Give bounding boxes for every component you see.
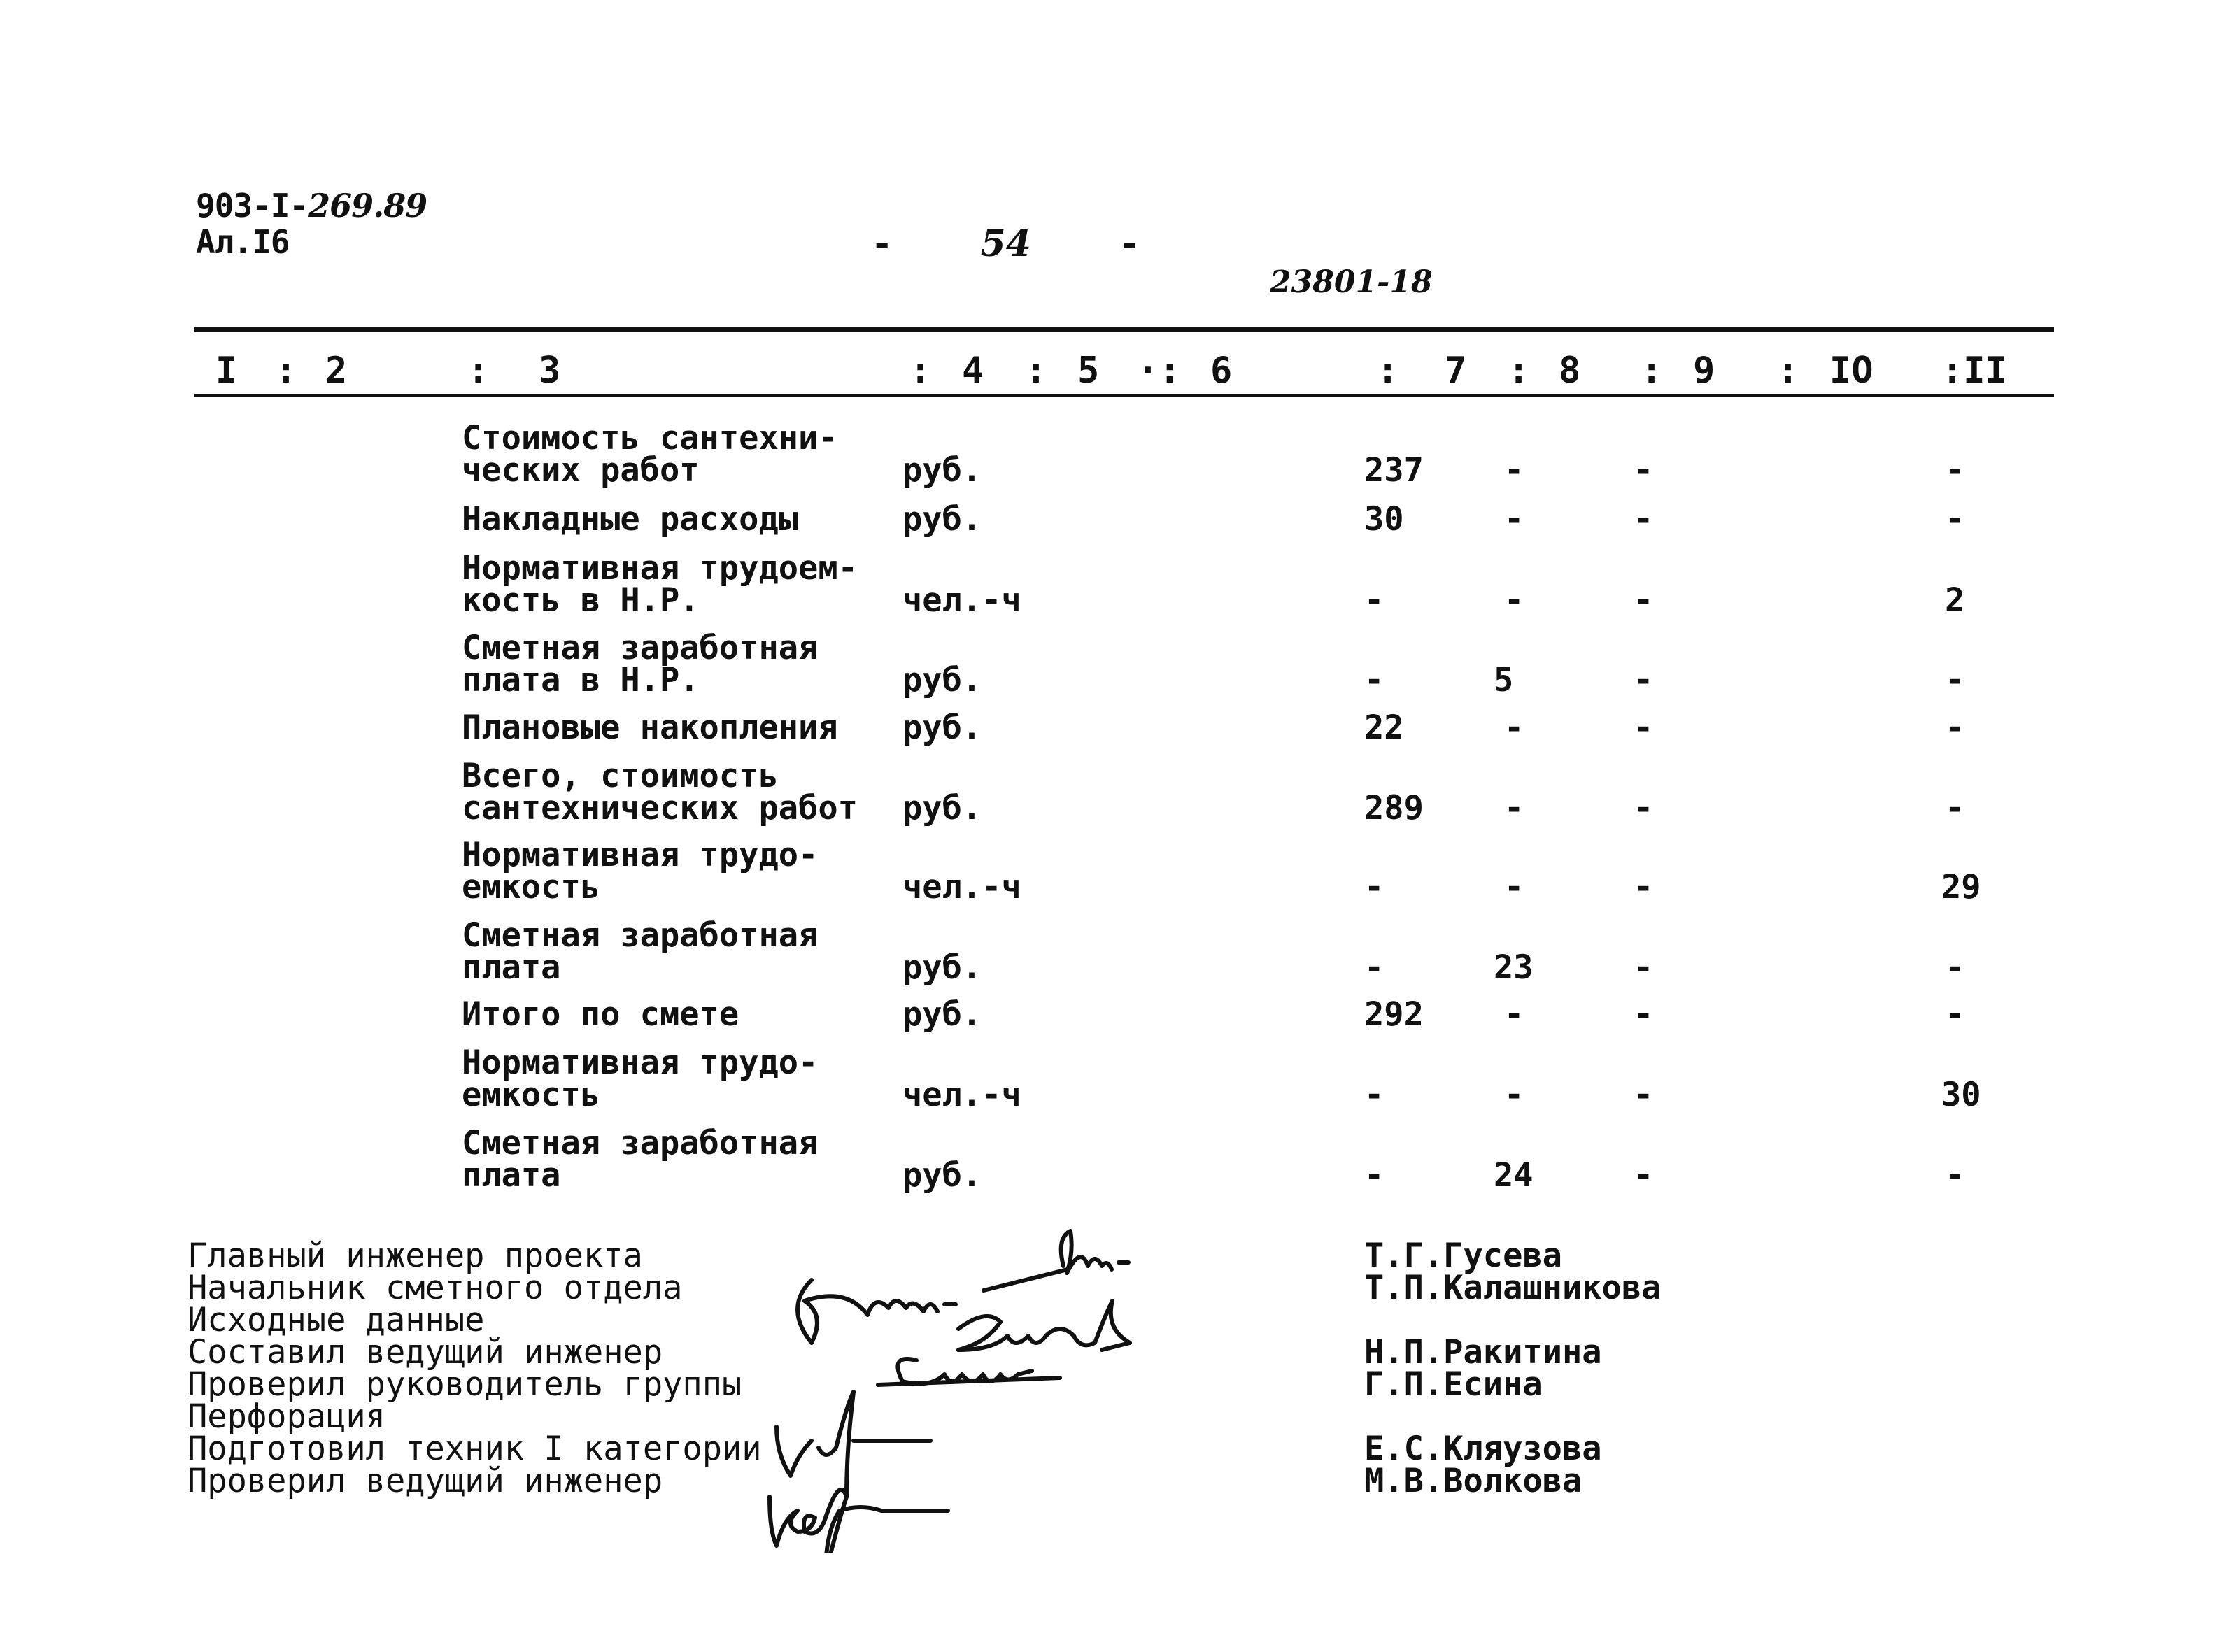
signature-klyauzova xyxy=(777,1392,930,1497)
row-unit: руб. xyxy=(902,708,982,747)
row-label: Накладные расходы xyxy=(462,500,799,539)
cell-col11: - xyxy=(1945,1156,1965,1195)
cell-col8: 5 xyxy=(1494,661,1514,699)
column-number: 4 xyxy=(962,350,984,392)
signoff-name: Г.П.Есина xyxy=(1364,1365,1543,1404)
cell-col8: - xyxy=(1504,581,1524,620)
row-unit: руб. xyxy=(902,451,982,490)
cell-col9: - xyxy=(1634,1076,1654,1114)
column-separator: : xyxy=(467,350,490,392)
row-label: Стоимость сантехни- ческих работ xyxy=(462,419,838,490)
row-label: Нормативная трудо- емкость xyxy=(462,1044,819,1114)
row-label: Плановые накопления xyxy=(462,708,838,747)
cell-col11: - xyxy=(1945,789,1965,827)
column-separator: : xyxy=(1641,350,1663,392)
cell-col7: - xyxy=(1364,868,1384,906)
cell-col7: 30 xyxy=(1364,500,1404,539)
column-separator: : xyxy=(909,350,932,392)
signoff-name: Н.П.Ракитина xyxy=(1364,1333,1602,1372)
column-separator: : xyxy=(275,350,297,392)
column-number: 5 xyxy=(1077,350,1100,392)
signoff-name: Т.П.Калашникова xyxy=(1364,1269,1662,1307)
page-number xyxy=(871,222,1140,265)
handwritten-signatures xyxy=(756,1217,1287,1553)
cell-col11: - xyxy=(1945,661,1965,699)
signoff-name: Е.С.Кляузова xyxy=(1364,1430,1602,1468)
cell-col7: 22 xyxy=(1364,708,1404,747)
column-separator: : xyxy=(1508,350,1530,392)
cell-col8: 23 xyxy=(1494,948,1534,987)
signoff-role: Проверил руководитель группы xyxy=(187,1365,742,1404)
cell-col9: - xyxy=(1634,868,1654,906)
signature-guseva xyxy=(1061,1231,1128,1273)
cell-col7: 289 xyxy=(1364,789,1424,827)
page-dash-left: - xyxy=(871,223,893,265)
row-label: Нормативная трудоем- кость в Н.Р. xyxy=(462,549,858,620)
document-id: 23801-18 xyxy=(1270,264,1433,300)
cell-col8: - xyxy=(1504,708,1524,747)
cell-col11: - xyxy=(1945,995,1965,1034)
row-label: Сметная заработная плата xyxy=(462,1124,819,1195)
cell-col9: - xyxy=(1634,451,1654,490)
column-number: 7 xyxy=(1445,350,1467,392)
cell-col11: 30 xyxy=(1941,1076,1981,1114)
signature-volkova xyxy=(770,1490,948,1553)
cell-col9: - xyxy=(1634,661,1654,699)
column-number: 3 xyxy=(539,350,561,392)
document-code xyxy=(196,187,427,260)
column-number: :II xyxy=(1941,350,2007,392)
column-number: 9 xyxy=(1693,350,1715,392)
row-unit: руб. xyxy=(902,1156,982,1195)
row-label: Сметная заработная плата в Н.Р. xyxy=(462,629,819,699)
cell-col9: - xyxy=(1634,789,1654,827)
signature-kalashnikova xyxy=(798,1269,1068,1343)
signature-rakitina xyxy=(958,1301,1130,1350)
signoff-role: Подготовил техник I категории xyxy=(187,1430,762,1468)
column-number: IO xyxy=(1829,350,1874,392)
cell-col11: - xyxy=(1945,500,1965,539)
cell-col7: 237 xyxy=(1364,451,1424,490)
cell-col7: - xyxy=(1364,1156,1384,1195)
signoff-role: Начальник сметного отдела xyxy=(187,1269,683,1307)
cell-col11: 2 xyxy=(1945,581,1965,620)
table-header-rule xyxy=(194,394,2054,397)
signoff-role: Составил ведущий инженер xyxy=(187,1333,663,1372)
row-label: Сметная заработная плата xyxy=(462,916,819,987)
cell-col8: - xyxy=(1504,789,1524,827)
cell-col9: - xyxy=(1634,581,1654,620)
cell-col11: - xyxy=(1945,948,1965,987)
cell-col9: - xyxy=(1634,708,1654,747)
column-separator: : xyxy=(1377,350,1399,392)
cell-col7: - xyxy=(1364,948,1384,987)
signoff-role: Главный инженер проекта xyxy=(187,1237,643,1275)
cell-col8: - xyxy=(1504,995,1524,1034)
row-unit: руб. xyxy=(902,995,982,1034)
signoff-role: Исходные данные xyxy=(187,1301,485,1339)
signoff-name: М.В.Волкова xyxy=(1364,1462,1582,1500)
signoff-name: Т.Г.Гусева xyxy=(1364,1237,1562,1275)
row-label: Итого по смете xyxy=(462,995,739,1034)
cell-col7: - xyxy=(1364,1076,1384,1114)
cell-col7: 292 xyxy=(1364,995,1424,1034)
cell-col8: 24 xyxy=(1494,1156,1534,1195)
album-label: Ал.I6 xyxy=(196,223,290,261)
cell-col9: - xyxy=(1634,1156,1654,1195)
row-unit: чел.-ч xyxy=(902,581,1021,620)
cell-col11: - xyxy=(1945,451,1965,490)
row-unit: руб. xyxy=(902,661,982,699)
cell-col8: - xyxy=(1504,868,1524,906)
column-number: 6 xyxy=(1210,350,1233,392)
row-unit: руб. xyxy=(902,948,982,987)
column-separator: : xyxy=(1777,350,1799,392)
row-label: Нормативная трудо- емкость xyxy=(462,836,819,906)
column-number: 8 xyxy=(1559,350,1581,392)
cell-col11: - xyxy=(1945,708,1965,747)
column-number: 2 xyxy=(325,350,348,392)
cell-col8: - xyxy=(1504,500,1524,539)
cell-col7: - xyxy=(1364,581,1384,620)
row-unit: чел.-ч xyxy=(902,868,1021,906)
cell-col9: - xyxy=(1634,948,1654,987)
signoff-role: Проверил ведущий инженер xyxy=(187,1462,663,1500)
cell-col11: 29 xyxy=(1941,868,1981,906)
cell-col8: - xyxy=(1504,1076,1524,1114)
signoff-role: Перфорация xyxy=(187,1397,385,1436)
row-unit: руб. xyxy=(902,789,982,827)
row-unit: чел.-ч xyxy=(902,1076,1021,1114)
cell-col7: - xyxy=(1364,661,1384,699)
cell-col9: - xyxy=(1634,500,1654,539)
cell-col8: - xyxy=(1504,451,1524,490)
column-separator: ·: xyxy=(1137,350,1181,392)
cell-col9: - xyxy=(1634,995,1654,1034)
page-number-value: 54 xyxy=(980,222,1031,265)
column-number: I xyxy=(215,350,238,392)
signature-esina xyxy=(878,1359,1060,1385)
row-label: Всего, стоимость сантехнических работ xyxy=(462,757,858,827)
page-dash-right: - xyxy=(1119,223,1141,265)
row-unit: руб. xyxy=(902,500,982,539)
table-top-rule xyxy=(194,327,2054,332)
document-code-handwritten: 269.89 xyxy=(308,187,427,225)
column-separator: : xyxy=(1025,350,1047,392)
document-code-printed: 903-I- xyxy=(196,187,309,225)
